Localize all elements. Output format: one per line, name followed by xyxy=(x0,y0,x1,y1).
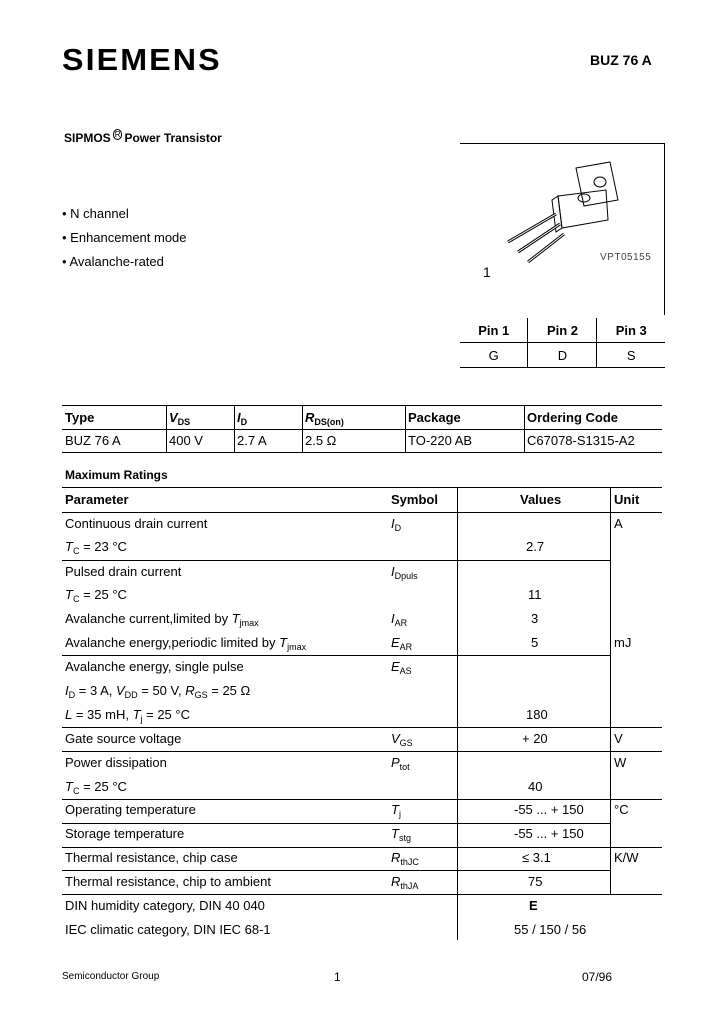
symbol: $I_{Dpuls}$ xyxy=(391,564,418,581)
col-header-ordering: Ordering Code xyxy=(527,410,619,425)
symbol: $I_D$ xyxy=(391,516,402,533)
unit: W xyxy=(614,755,627,770)
symbol: $I_{AR}$ xyxy=(391,611,408,628)
param-avalanche-current: Avalanche current,limited by $T_{jmax}$ xyxy=(65,611,259,628)
condition: $T_C = 25$ °C xyxy=(65,587,127,604)
divider xyxy=(62,847,662,848)
divider xyxy=(62,823,610,824)
pin-value: D xyxy=(528,343,597,368)
param-avalanche-energy-single: Avalanche energy, single pulse xyxy=(65,659,244,674)
divider xyxy=(166,405,167,452)
divider xyxy=(610,487,611,895)
footer-group: Semiconductor Group xyxy=(62,971,160,982)
page-number: 1 xyxy=(334,970,341,984)
value: 180 xyxy=(526,707,548,722)
value: 75 xyxy=(528,874,543,889)
pin1-marker: 1 xyxy=(483,264,491,280)
unit: K/W xyxy=(614,850,639,865)
document-subtitle xyxy=(64,130,222,145)
divider xyxy=(62,799,662,800)
condition: $T_C = 23$ °C xyxy=(65,539,127,556)
pin-header: Pin 1 xyxy=(460,318,528,343)
divider xyxy=(302,405,303,452)
pin-value: G xyxy=(460,343,528,368)
subtitle-pre: SIPMOS xyxy=(64,131,111,145)
symbol: $E_{AS}$ xyxy=(391,659,412,676)
value: ≤ 3.1 xyxy=(522,850,551,865)
condition: $I_D = 3$ A, $V_{DD} = 50$ V, $R_{GS} = 25$ Ω xyxy=(65,683,251,700)
col-header-id: $I_D$ xyxy=(237,410,248,427)
footer-date: 07/96 xyxy=(582,970,613,984)
param-thermal-resistance-chip-case: Thermal resistance, chip case xyxy=(65,850,238,865)
param-continuous-drain-current: Continuous drain current xyxy=(65,516,208,531)
col-header-type: Type xyxy=(65,410,95,425)
divider xyxy=(62,751,662,752)
rds-value: 2.5 Ω xyxy=(305,433,337,448)
feature-item: • Avalanche-rated xyxy=(62,254,164,269)
vds-value: 400 V xyxy=(169,433,203,448)
id-value: 2.7 A xyxy=(237,433,267,448)
pin-value: S xyxy=(597,343,665,368)
unit: A xyxy=(614,516,623,531)
registered-mark: R xyxy=(114,130,121,139)
divider xyxy=(62,452,662,453)
param-pulsed-drain-current: Pulsed drain current xyxy=(65,564,182,579)
col-header-rds: $R_{DS(on)}$ xyxy=(305,410,344,427)
symbol: $T_j$ xyxy=(391,802,401,819)
pin-header: Pin 2 xyxy=(528,318,597,343)
symbol: $E_{AR}$ xyxy=(391,635,413,652)
divider xyxy=(457,487,458,940)
condition: L = 35 mH, $T_j = 25$ °C xyxy=(65,707,190,724)
ordering-code-value: C67078-S1315-A2 xyxy=(527,433,635,448)
value: 2.7 xyxy=(526,539,545,554)
param-thermal-resistance-chip-ambient: Thermal resistance, chip to ambient xyxy=(65,874,271,889)
part-number: BUZ 76 A xyxy=(590,52,652,68)
symbol: $V_{GS}$ xyxy=(391,731,413,748)
value: -55 ... + 150 xyxy=(514,802,584,817)
divider xyxy=(62,487,662,488)
param-avalanche-energy-periodic: Avalanche energy,periodic limited by $T_{jmax}$ xyxy=(65,635,307,652)
condition: $T_C = 25$ °C xyxy=(65,779,127,796)
value: + 20 xyxy=(522,731,548,746)
package-value: TO-220 AB xyxy=(408,433,473,448)
col-header-package: Package xyxy=(408,410,461,425)
col-header-vds: $V_{DS}$ xyxy=(169,410,191,427)
divider xyxy=(62,655,610,656)
param-iec-climatic-category: IEC climatic category, DIN IEC 68-1 xyxy=(65,922,271,937)
param-gate-source-voltage: Gate source voltage xyxy=(65,731,182,746)
feature-item: • Enhancement mode xyxy=(62,230,187,245)
type-value: BUZ 76 A xyxy=(65,433,121,448)
divider xyxy=(234,405,235,452)
col-header-unit: Unit xyxy=(614,492,640,507)
divider xyxy=(524,405,525,452)
value: 40 xyxy=(528,779,543,794)
value: E xyxy=(529,898,538,913)
param-din-humidity-category: DIN humidity category, DIN 40 040 xyxy=(65,898,265,913)
divider xyxy=(62,560,610,561)
ratings-title: Maximum Ratings xyxy=(65,468,168,482)
unit: mJ xyxy=(614,635,632,650)
unit: V xyxy=(614,731,623,746)
divider xyxy=(62,870,610,871)
symbol: $T_{stg}$ xyxy=(391,826,411,843)
divider xyxy=(405,405,406,452)
pin-table xyxy=(460,318,665,368)
siemens-logo: SIEMENS xyxy=(62,42,222,77)
value: -55 ... + 150 xyxy=(514,826,584,841)
unit: °C xyxy=(614,802,629,817)
subtitle-post: Power Transistor xyxy=(124,131,222,145)
feature-item: • N channel xyxy=(62,206,129,221)
value: 5 xyxy=(531,635,539,650)
col-header-symbol: Symbol xyxy=(391,492,438,507)
divider xyxy=(62,429,662,430)
symbol: $R_{thJC}$ xyxy=(391,850,419,867)
symbol: $P_{tot}$ xyxy=(391,755,410,772)
param-power-dissipation: Power dissipation xyxy=(65,755,167,770)
symbol: $R_{thJA}$ xyxy=(391,874,419,891)
divider xyxy=(62,405,662,406)
param-operating-temperature: Operating temperature xyxy=(65,802,196,817)
pin-header: Pin 3 xyxy=(597,318,665,343)
col-header-values: Values xyxy=(520,492,562,507)
divider xyxy=(62,894,662,895)
value: 11 xyxy=(528,587,542,602)
divider xyxy=(62,727,662,728)
divider xyxy=(62,512,662,513)
col-header-parameter: Parameter xyxy=(65,492,129,507)
value: 3 xyxy=(531,611,539,626)
package-image-label: VPT05155 xyxy=(600,252,652,263)
param-storage-temperature: Storage temperature xyxy=(65,826,185,841)
value: 55 / 150 / 56 xyxy=(514,922,587,937)
